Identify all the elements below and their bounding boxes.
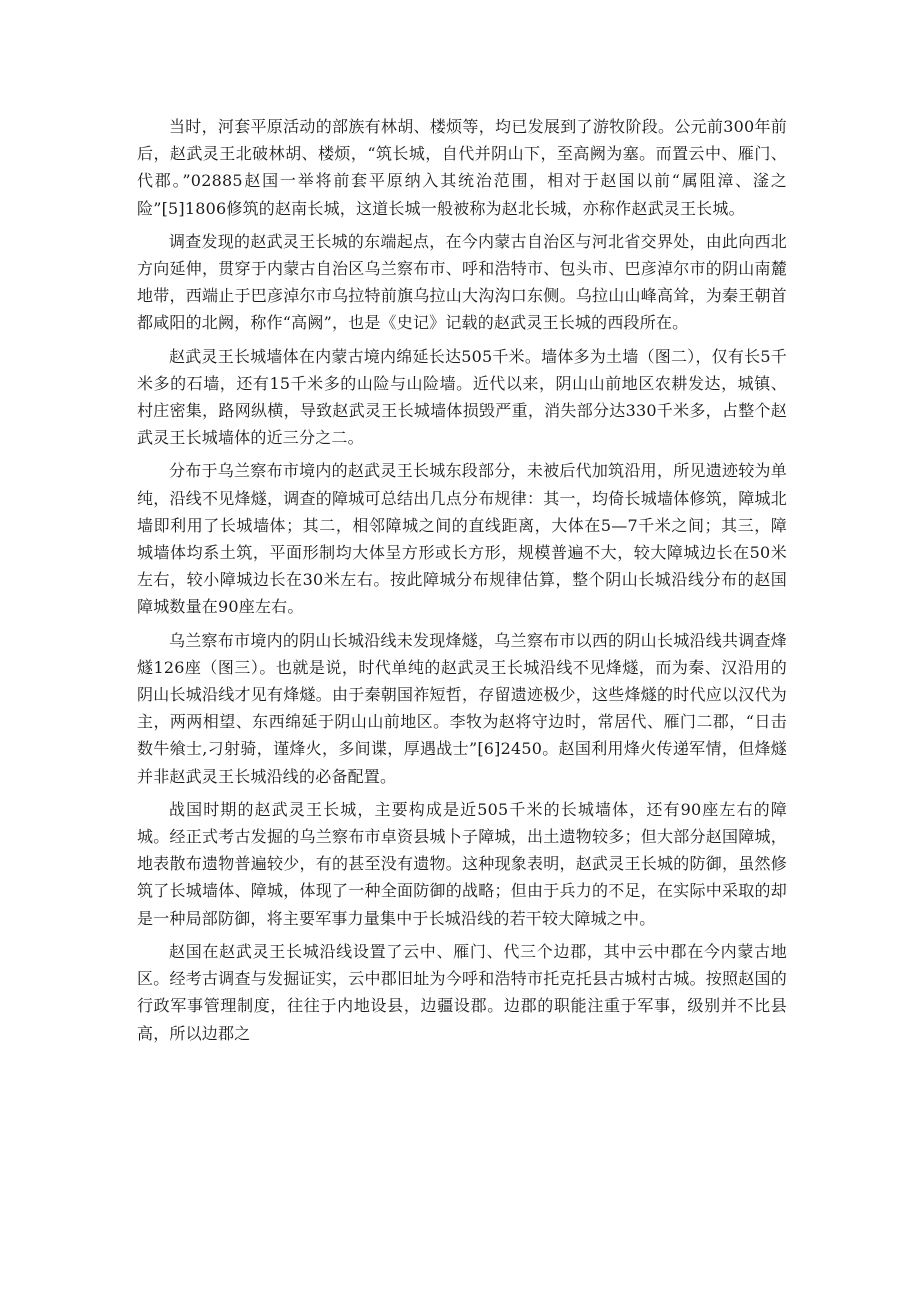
document-body <box>137 113 787 1053</box>
paragraph-5: 乌兰察布市境内的阴山长城沿线未发现烽燧，乌兰察布市以西的阴山长城沿线共调查烽燧126座（图三）。也就是说，时代单纯的赵武灵王长城沿线不见烽燧，而为秦、汉沿用的阴山长城沿线才见有烽燧。由于秦朝国祚短哲，存留遗迹极少，这些烽燧的时代应以汉代为主，两两相望、东西绵延于阴山山前地区。李牧为赵将守边时，常居代、雁门二郡，“日击数牛飨士,刁射骑，谨烽火，多间谍，厚遇战士”[6]2450。赵国利用烽火传递军情，但烽燧并非赵武灵王长城沿线的必备配置。 <box>137 630 787 786</box>
paragraph-3: 赵武灵王长城墙体在内蒙古境内绵延长达505千米。墙体多为土墙（图二），仅有长5千米多的石墙，还有15千米多的山险与山险墙。近代以来，阴山山前地区农耕发达，城镇、村庄密集，路网纵横，导致赵武灵王长城墙体损毁严重，消失部分达330千米多，占整个赵武灵王长城墙体的近三分之二。 <box>137 346 787 448</box>
paragraph-6: 战国时期的赵武灵王长城，主要构成是近505千米的长城墙体，还有90座左右的障城。经正式考古发掘的乌兰察布市卓资县城卜子障城，出土遗物较多；但大部分赵国障城，地表散布遗物普遍较少，有的甚至没有遗物。这种现象表明，赵武灵王长城的防御，虽然修筑了长城墙体、障城，体现了一种全面防御的战略；但由于兵力的不足，在实际中采取的却是一种局部防御，将主要军事力量集中于长城沿线的若干较大障城之中。 <box>137 799 787 928</box>
paragraph-1: 当时，河套平原活动的部族有林胡、楼烦等，均已发展到了游牧阶段。公元前300年前后，赵武灵王北破林胡、楼烦，“筑长城，自代并阴山下，至高阙为塞。而置云中、雁门、代郡。”02885赵国一举将前套平原纳入其统治范围，相对于赵国以前“属阻漳、滏之险”[5]1806修筑的赵南长城，这道长城一般被称为赵北长城，亦称作赵武灵王长城。 <box>137 117 787 218</box>
paragraph-2: 调查发现的赵武灵王长城的东端起点，在今内蒙古自治区与河北省交界处，由此向西北方向延伸，贯穿于内蒙古自治区乌兰察布市、呼和浩特市、包头市、巴彦淖尔市的阴山南麓地带，西端止于巴彦淖尔市乌拉特前旗乌拉山大沟沟口东侧。乌拉山山峰高耸，为秦王朝首都咸阳的北阙，称作“高阙”，也是《史记》记载的赵武灵王长城的西段所在。 <box>137 231 787 333</box>
paragraph-4: 分布于乌兰察布市境内的赵武灵王长城东段部分，未被后代加筑沿用，所见遗迹较为单纯，沿线不见烽燧，调查的障城可总结出几点分布规律：其一，均倚长城墙体修筑，障城北墙即利用了长城墙体；其二，相邻障城之间的直线距离，大体在5—7千米之间；其三，障城墙体均系土筑，平面形制均大体呈方形或长方形，规模普遍不大，较大障城边长在50米左右，较小障城边长在30米左右。按此障城分布规律估算，整个阴山长城沿线分布的赵国障城数量在90座左右。 <box>137 461 787 617</box>
paragraph-7: 赵国在赵武灵王长城沿线设置了云中、雁门、代三个边郡，其中云中郡在今内蒙古地区。经考古调查与发掘证实，云中郡旧址为今呼和浩特市托克托县古城村古城。按照赵国的行政军事管理制度，往往于内地设县，边疆设郡。边郡的职能注重于军事，级别并不比县高，所以边郡之 <box>137 941 787 1043</box>
